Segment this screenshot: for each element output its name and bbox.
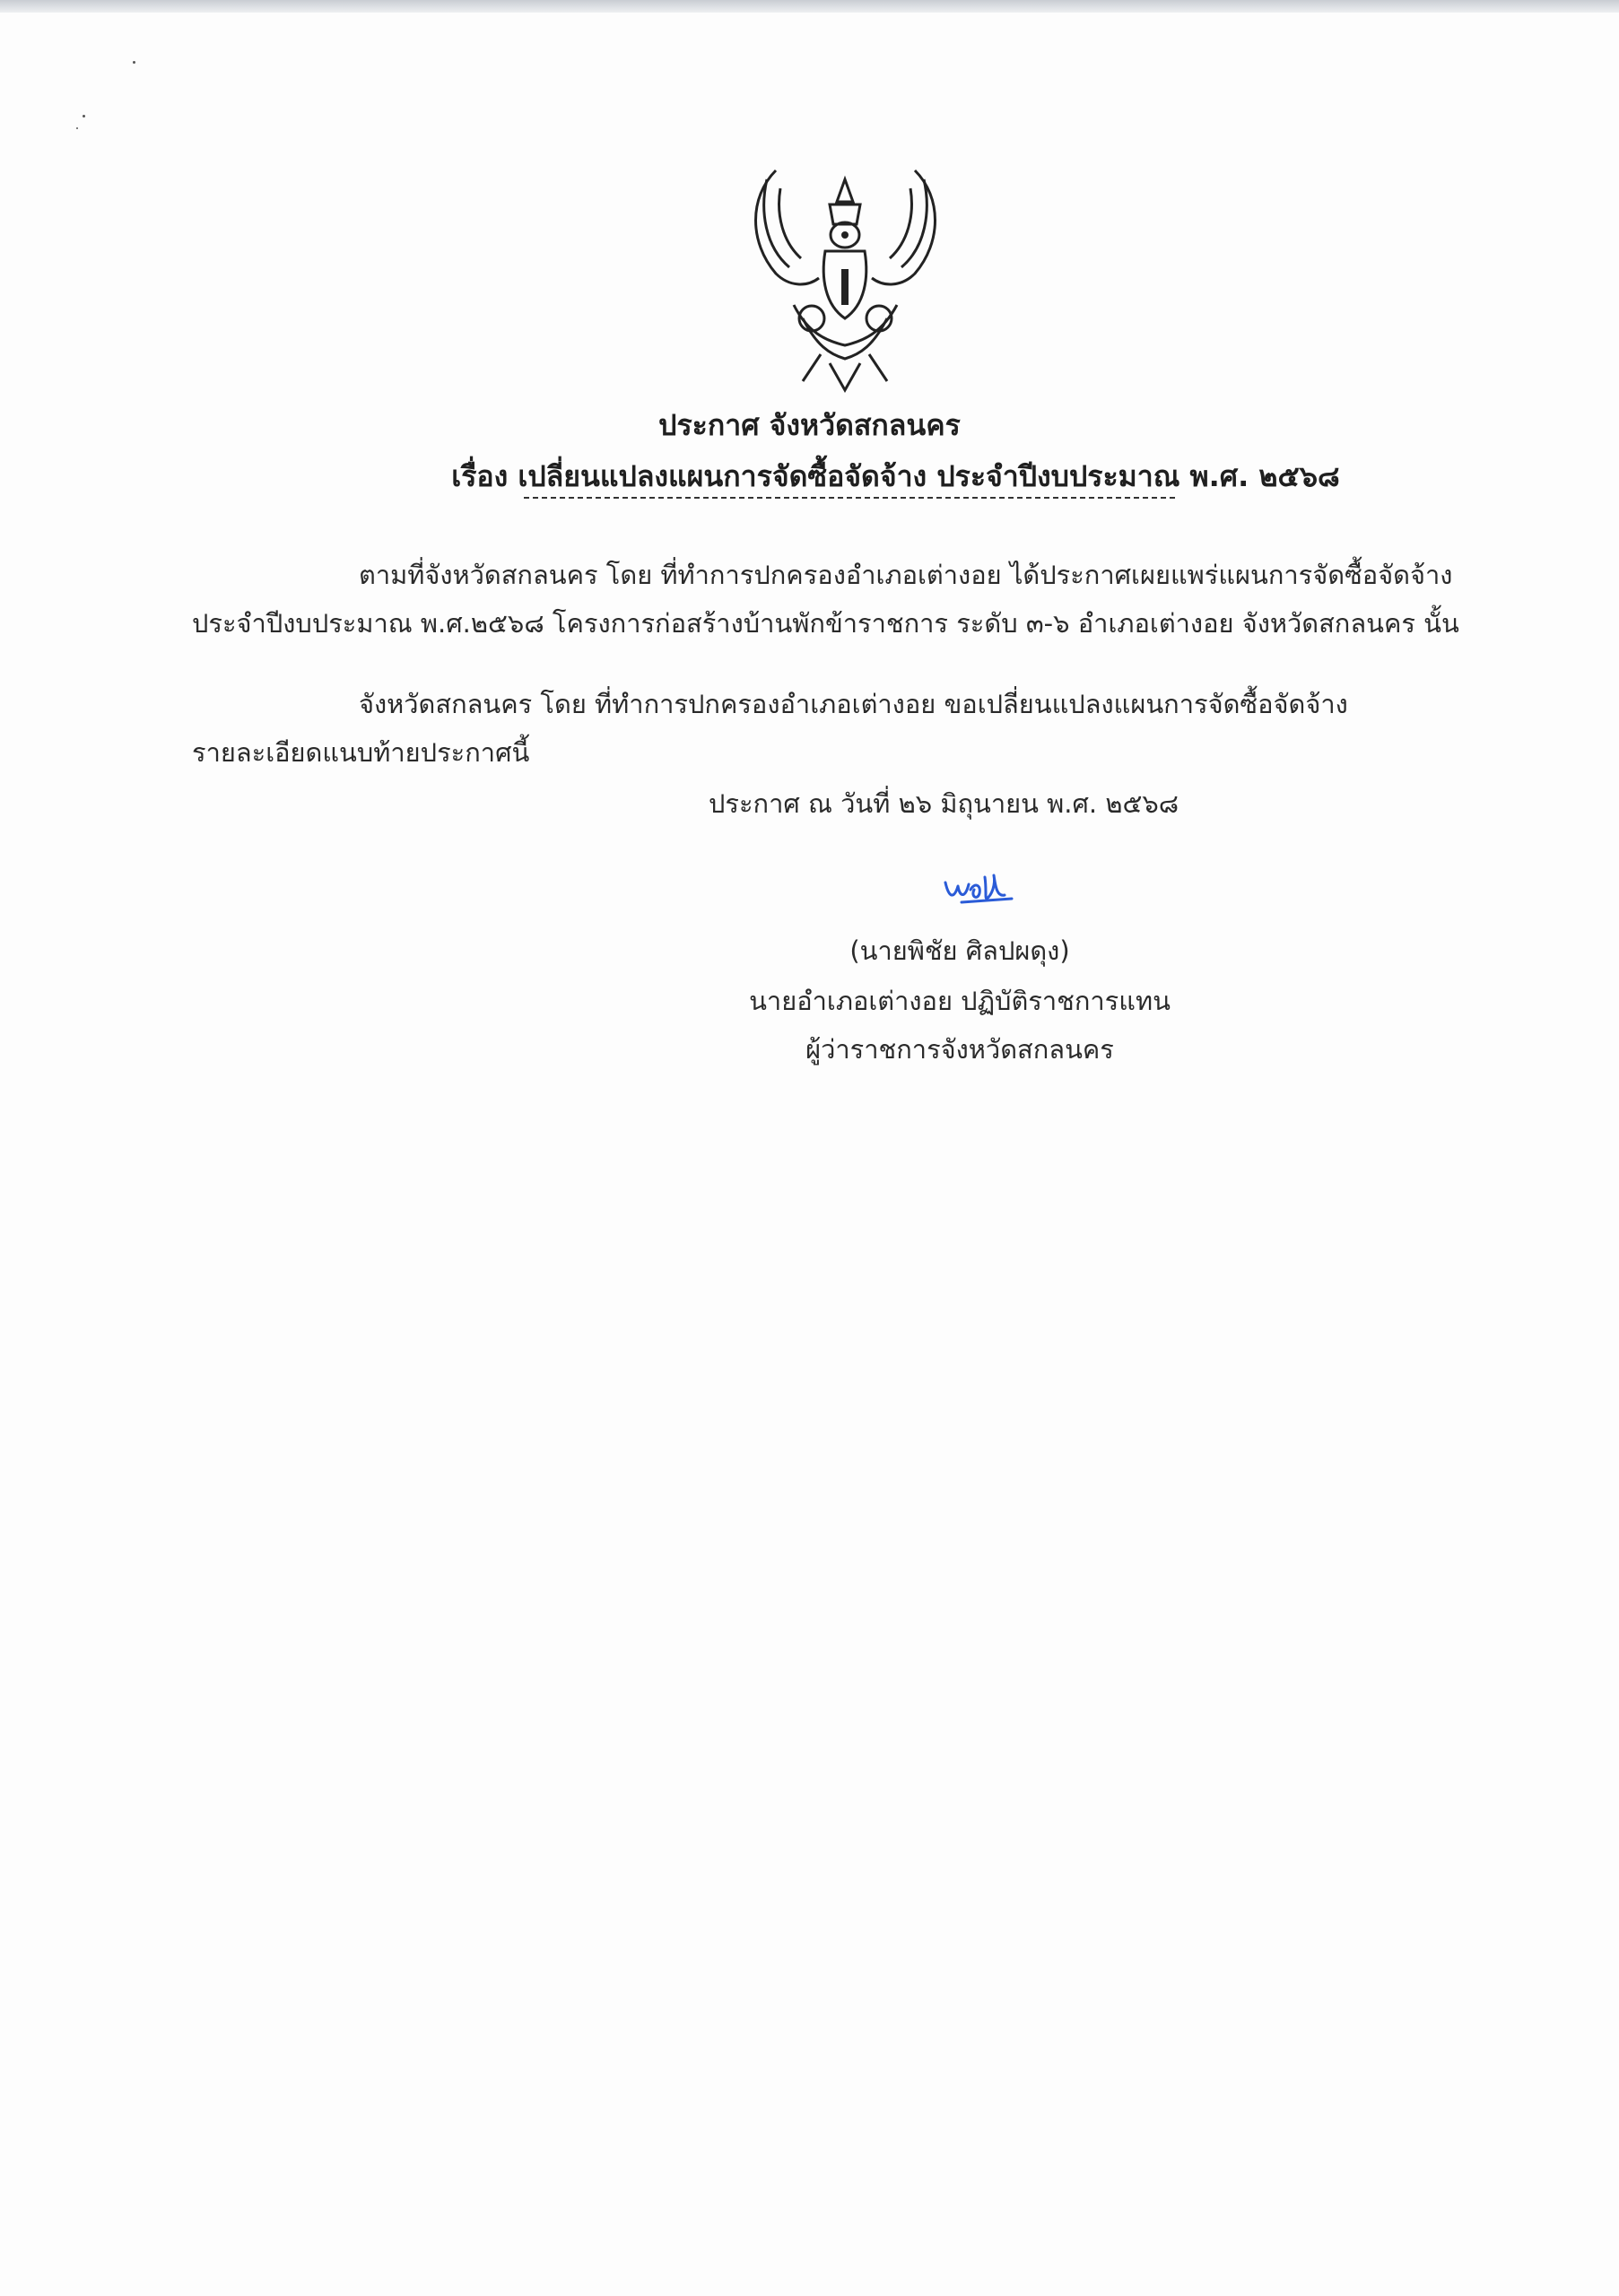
announcement-date: ประกาศ ณ วันที่ ๒๖ มิถุนายน พ.ศ. ๒๕๖๘ bbox=[709, 788, 1179, 819]
announcement-subject: เรื่อง เปลี่ยนแปลงแผนการจัดซื้อจัดจ้าง ประจำปีงบประมาณ พ.ศ. ๒๕๖๘ bbox=[451, 459, 1340, 493]
announcement-title: ประกาศ จังหวัดสกลนคร bbox=[658, 408, 961, 442]
scan-speck bbox=[76, 127, 78, 129]
garuda-emblem-icon bbox=[740, 161, 951, 395]
handwritten-signature bbox=[942, 872, 1015, 904]
subject-dashed-underline bbox=[524, 497, 1175, 499]
paragraph-1-line-2: ประจำปีงบประมาณ พ.ศ.๒๕๖๘ โครงการก่อสร้างบ้านพักข้าราชการ ระดับ ๓-๖ อำเภอเต่างอย จังหวัดสกลนคร นั้น bbox=[192, 608, 1459, 639]
scan-speck bbox=[83, 115, 85, 117]
scan-speck bbox=[133, 61, 135, 64]
signatory-name: (นายพิชัย ศิลปผดุง) bbox=[849, 935, 1070, 966]
paragraph-2-line-2: รายละเอียดแนบท้ายประกาศนี้ bbox=[192, 737, 530, 768]
paragraph-2-line-1: จังหวัดสกลนคร โดย ที่ทำการปกครองอำเภอเต่างอย ขอเปลี่ยนแปลงแผนการจัดซื้อจัดจ้าง bbox=[359, 689, 1348, 719]
paragraph-1-line-1: ตามที่จังหวัดสกลนคร โดย ที่ทำการปกครองอำเภอเต่างอย ได้ประกาศเผยแพร่แผนการจัดซื้อจัดจ้าง bbox=[359, 560, 1453, 590]
signatory-on-behalf-of: ผู้ว่าราชการจังหวัดสกลนคร bbox=[805, 1034, 1114, 1065]
scan-top-edge bbox=[0, 0, 1619, 13]
signatory-position: นายอำเภอเต่างอย ปฏิบัติราชการแทน bbox=[749, 986, 1171, 1016]
